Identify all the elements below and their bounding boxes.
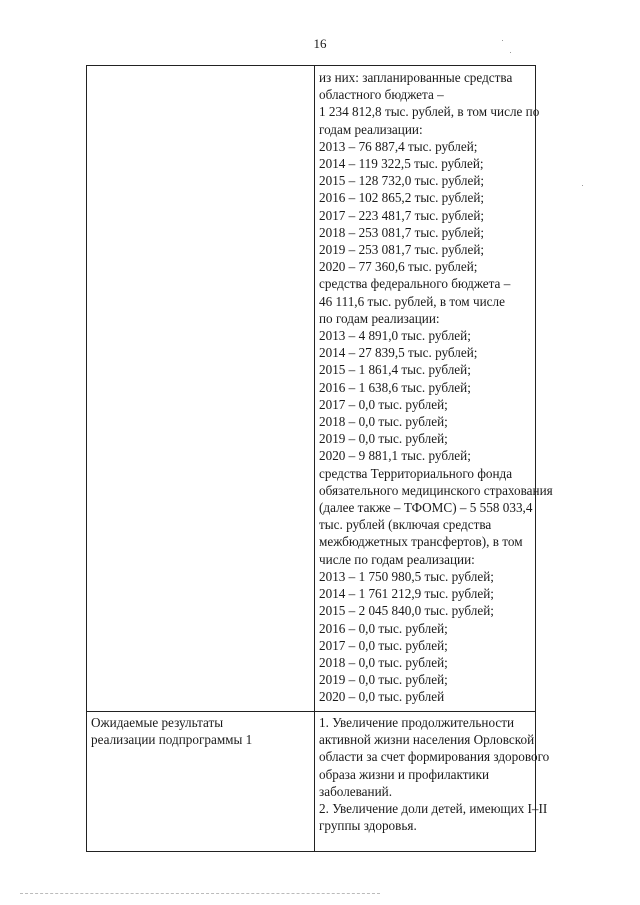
text-line: средства федерального бюджета – — [319, 276, 511, 292]
text-line: 2018 – 0,0 тыс. рублей; — [319, 414, 448, 430]
text-line: 2. Увеличение доли детей, имеющих I–II — [319, 801, 548, 817]
text-line: 2019 – 0,0 тыс. рублей; — [319, 431, 448, 447]
text-line: 2019 – 0,0 тыс. рублей; — [319, 672, 448, 688]
text-line: 2014 – 27 839,5 тыс. рублей; — [319, 345, 478, 361]
text-line: 2014 – 119 322,5 тыс. рублей; — [319, 156, 484, 172]
text-line: 2015 – 128 732,0 тыс. рублей; — [319, 173, 485, 189]
scan-speck — [502, 40, 503, 41]
text-line: из них: запланированные средства — [319, 70, 513, 85]
text-line: 2013 – 76 887,4 тыс. рублей; — [319, 138, 478, 154]
funding-lines — [319, 69, 553, 706]
text-line: средства Территориального фонда — [319, 465, 513, 481]
text-line: областного бюджета – — [319, 87, 444, 103]
expected-results-label-cell — [87, 712, 315, 852]
text-line: 2019 – 253 081,7 тыс. рублей; — [319, 242, 485, 258]
text-line: активной жизни населения Орловской — [319, 732, 535, 748]
text-line: образа жизни и профилактики — [319, 766, 490, 782]
funding-value-cell — [315, 66, 553, 712]
text-line: 2020 – 0,0 тыс. рублей — [319, 689, 445, 705]
text-line: 2017 – 0,0 тыс. рублей; — [319, 637, 448, 653]
table-row-funding — [87, 66, 536, 712]
document-table — [86, 65, 553, 852]
text-line: 46 111,6 тыс. рублей, в том числе — [319, 293, 505, 309]
text-line: 2020 – 77 360,6 тыс. рублей; — [319, 259, 478, 275]
text-line: Ожидаемые результаты — [91, 715, 224, 730]
text-line: 2014 – 1 761 212,9 тыс. рублей; — [319, 586, 494, 602]
text-line: 2013 – 1 750 980,5 тыс. рублей; — [319, 568, 494, 584]
text-line: 2015 – 1 861,4 тыс. рублей; — [319, 362, 471, 378]
text-line: 2015 – 2 045 840,0 тыс. рублей; — [319, 603, 494, 619]
text-line: 2016 – 0,0 тыс. рублей; — [319, 620, 448, 636]
expected-results-value-cell — [315, 712, 550, 852]
text-line: 1 234 812,8 тыс. рублей, в том числе по — [319, 104, 540, 120]
text-line: годам реализации: — [319, 121, 423, 137]
scan-speck — [510, 52, 511, 53]
text-line: 2013 – 4 891,0 тыс. рублей; — [319, 328, 471, 344]
text-line: области за счет формирования здорового — [319, 749, 550, 765]
text-line: реализации подпрограммы 1 — [91, 732, 253, 748]
text-line: 2020 – 9 881,1 тыс. рублей; — [319, 448, 471, 464]
text-line: 2017 – 223 481,7 тыс. рублей; — [319, 207, 485, 223]
page-number: 16 — [313, 36, 327, 51]
text-line: 2016 – 1 638,6 тыс. рублей; — [319, 379, 471, 395]
text-line: обязательного медицинского страхования — [319, 482, 553, 498]
row-label-cell — [87, 66, 315, 712]
text-line: числе по годам реализации: — [319, 551, 475, 567]
scan-speck — [582, 185, 583, 186]
text-line: по годам реализации: — [319, 310, 440, 326]
text-line: 2016 – 102 865,2 тыс. рублей; — [319, 190, 485, 206]
text-line: межбюджетных трансфертов), в том — [319, 534, 523, 550]
expected-results-lines — [319, 714, 550, 834]
text-line: 2017 – 0,0 тыс. рублей; — [319, 396, 448, 412]
text-line: 1. Увеличение продолжительности — [319, 715, 515, 730]
text-line: 2018 – 253 081,7 тыс. рублей; — [319, 224, 485, 240]
table-row-expected-results — [87, 712, 536, 852]
text-line: группы здоровья. — [319, 818, 417, 834]
text-line: (далее также – ТФОМС) – 5 558 033,4 — [319, 500, 533, 516]
expected-results-label — [91, 714, 310, 748]
text-line: тыс. рублей (включая средства — [319, 517, 492, 533]
text-line: 2018 – 0,0 тыс. рублей; — [319, 654, 448, 670]
scan-bottom-line — [20, 893, 380, 895]
text-line: заболеваний. — [319, 783, 393, 799]
